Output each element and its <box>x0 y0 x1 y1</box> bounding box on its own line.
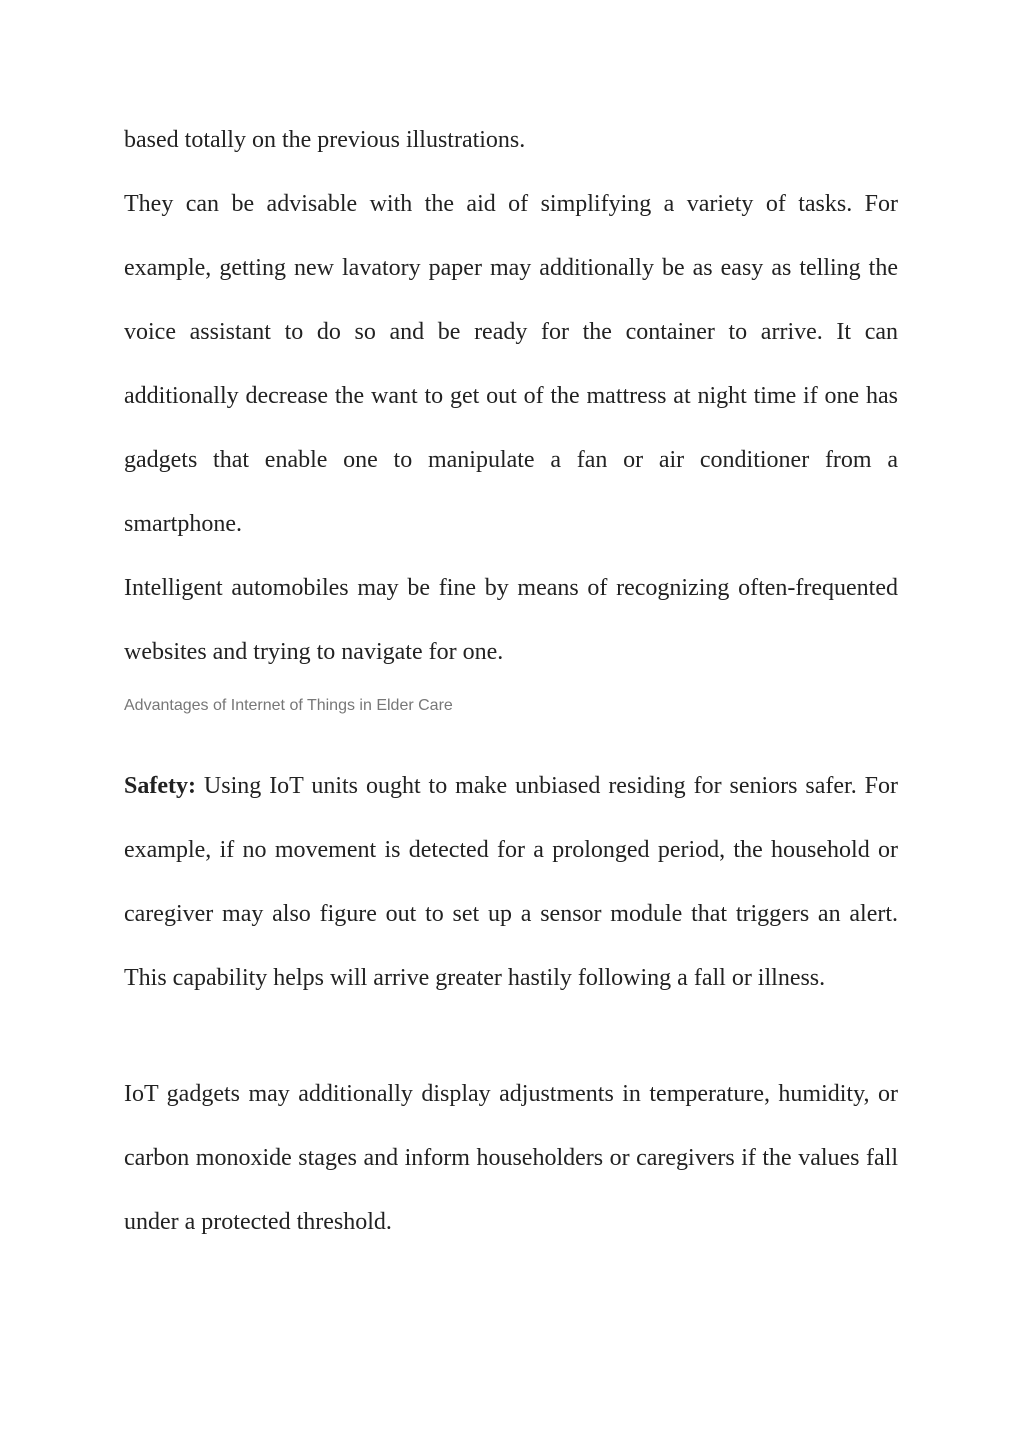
paragraph-tasks: They can be advisable with the aid of simplifying a variety of tasks. For example, getting new lavatory paper may additionally be as easy as telling the voice assistant to do so and be ready for the container to arrive. It can additionally decrease the want to get out of the mattress at night time if one has gadgets that enable one to manipulate a fan or air conditioner from a smartphone. <box>124 191 898 537</box>
paragraph-sensors: IoT gadgets may additionally display adjustments in temperature, humidity, or carbon monoxide stages and inform householders or caregivers if the values fall under a protected threshold. <box>124 1081 898 1235</box>
image-caption: Advantages of Internet of Things in Elder Care <box>124 697 453 714</box>
paragraph-safety <box>124 754 898 1010</box>
safety-label: Safety: <box>124 773 196 799</box>
document-page <box>124 108 898 1254</box>
safety-text: Using IoT units ought to make unbiased residing for seniors safer. For example, if no movement is detected for a prolonged period, the household or caregiver may also figure out to set up a sensor module that triggers an alert. This capability helps will arrive greater hastily following a fall or illness. <box>124 773 898 991</box>
paragraph-cars: Intelligent automobiles may be fine by means of recognizing often-frequented websites and trying to navigate for one. <box>124 575 898 665</box>
paragraph-gap <box>124 1010 898 1062</box>
paragraph-intro-tail: based totally on the previous illustrations. <box>124 127 526 153</box>
